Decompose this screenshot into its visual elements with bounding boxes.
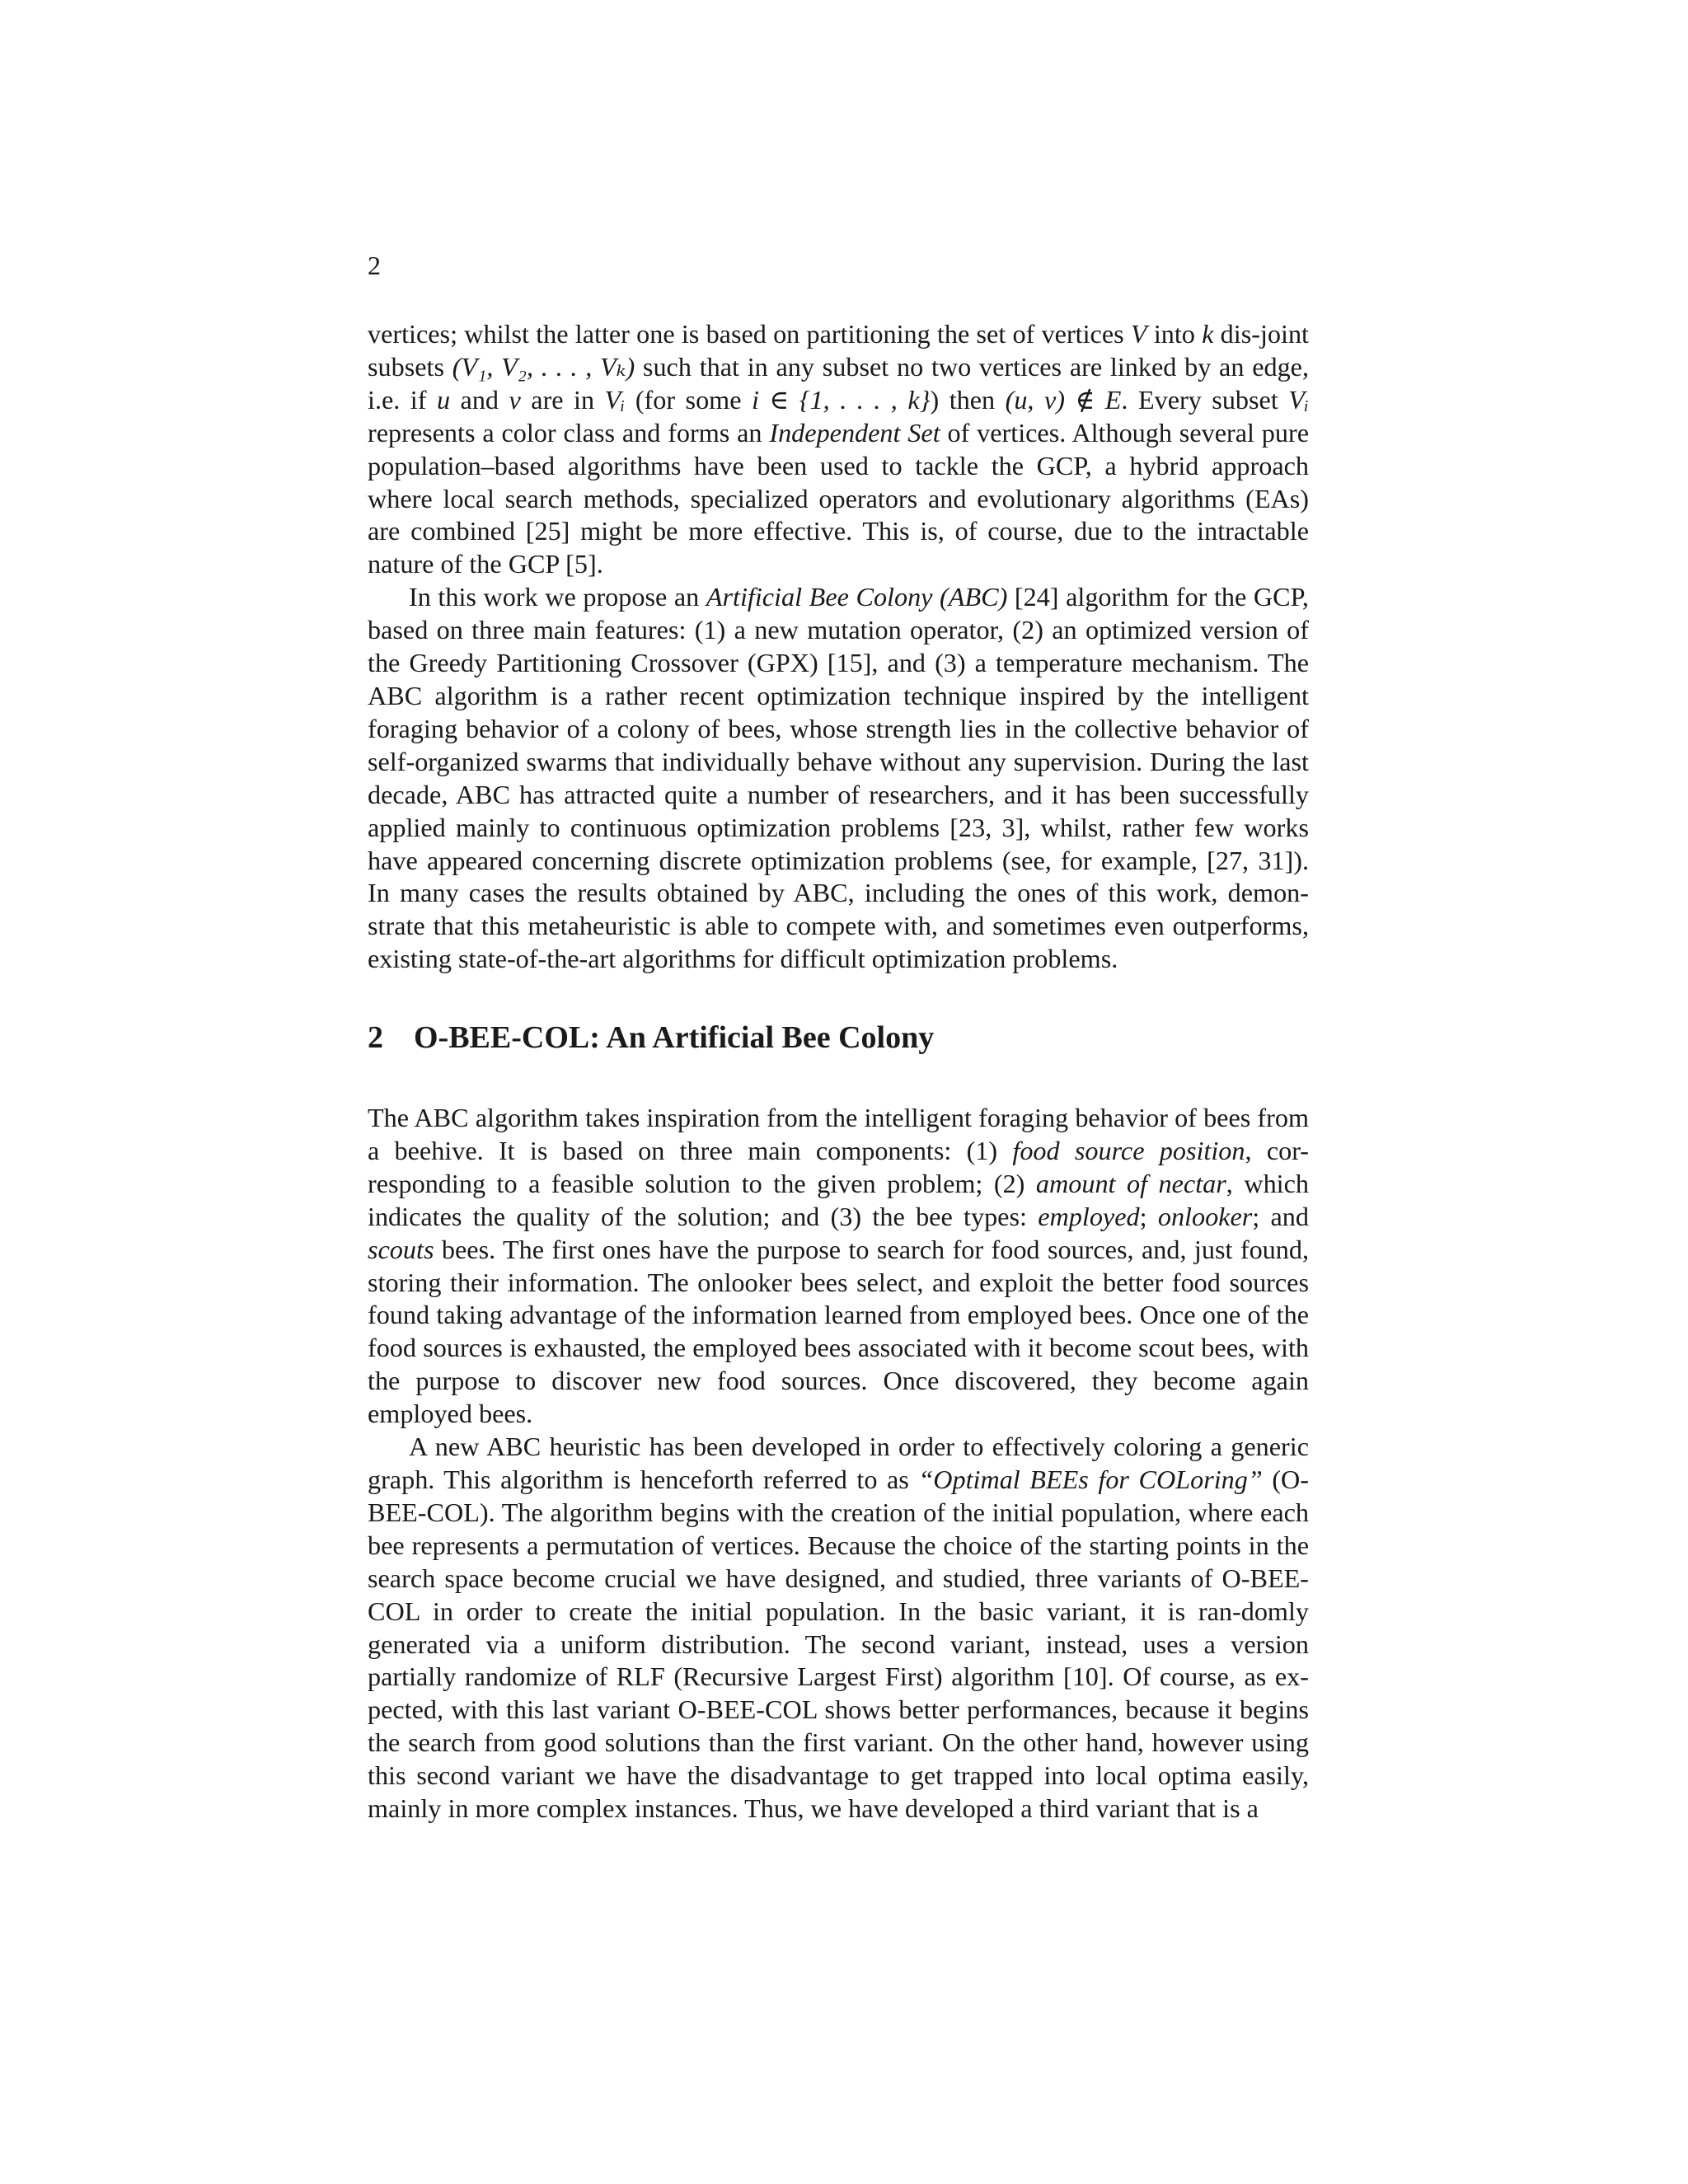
intro-text-block [368,318,1309,976]
math-symbol: Vᵢ [1288,384,1310,415]
paragraph [368,318,1309,581]
text-run: [24] algorithm for the GCP, based on three main features: (1) a new mutation operator, (2) an optimized version of the Greedy Partitioning Crossover (GPX) [15], and (3) a temperature mechanism. The ABC algorithm is a rather recent optimization technique inspired by the intelligent foraging behavior of a colony of bees, whose strength lies in the collective behavior of self-organized swarms that individually behave without any supervision. During the last decade, ABC has attracted quite a number of researchers, and it has been successfully applied mainly to continuous optimization problems [23, 3], whilst, rather few works have appeared concerning discrete optimization problems (see, for example, [27, 31]). In many cases the results obtained by ABC, including the ones of this work, demon-strate that this metaheuristic is able to compete with, and sometimes even outperforms, existing state-of-the-art algorithms for difficult optimization problems. [368,582,1309,974]
emphasis: food source position [1012,1135,1245,1165]
math-symbol: u [436,384,451,415]
text-run: ; and [1252,1201,1309,1231]
paragraph [368,1431,1309,1825]
text-run: bees. The first ones have the purpose to search for food sources, and, just found, storing their information. The onlooker bees select, and exploit the better food sources found taking advantage of the information learned from employed bees. Once one of the food sources is exhausted, the employed bees associated with it become scout bees, with the purpose to discover new food sources. Once discovered, they become again employed bees. [368,1234,1309,1429]
page-number: 2 [368,251,381,280]
text-run: vertices; whilst the latter one is based on partitioning the set of vertices [368,319,1131,349]
text-run: are in [520,384,605,415]
paragraph [368,581,1309,976]
text-run: (for some [625,384,752,415]
text-run: ; [1139,1201,1158,1231]
section-title: O-BEE-COL: An Artificial Bee Colony [414,1020,935,1055]
text-run: , cor-responding to a feasible solution to the given problem; (2) [368,1135,1309,1198]
paragraph [368,1102,1309,1431]
math-symbol: k [1202,319,1214,349]
text-run: , which indicates the quality of the solution; and (3) the bee types: [368,1168,1310,1231]
math-symbol: Vᵢ [604,384,626,415]
text-run: dis-joint subsets [368,319,1309,382]
text-run: In this work we propose an [409,582,706,612]
emphasis: scouts [368,1234,434,1264]
math-expression: i ∈ {1, . . . , k} [751,384,931,415]
emphasis: amount of nectar [1035,1168,1226,1198]
text-run: into [1146,319,1203,349]
text-run: A new ABC heuristic has been developed in order to effectively coloring a generic graph. This algorithm is henceforth referred to as [368,1432,1309,1494]
emphasis: employed [1038,1201,1140,1231]
emphasis: Artificial Bee Colony (ABC) [706,582,1008,612]
text-run: ) then [930,384,1006,415]
text-run: The ABC algorithm takes inspiration from the intelligent foraging behavior of bees from a beehive. It is based on three main components: (1) [368,1103,1309,1165]
section-heading [368,1019,934,1057]
emphasis: Independent Set [769,417,940,448]
text-run: represents a color class and forms an [368,417,770,448]
text-run: (O-BEE-COL). The algorithm begins with the creation of the initial population, where each bee represents a permutation of vertices. Because the choice of the starting points in the search space become crucial we have designed, and studied, three variants of O-BEE-COL in order to create the initial population. In the basic variant, it is ran-domly generated via a uniform distribution. The second variant, instead, uses a version partially randomize of RLF (Recursive Largest First) algorithm [10]. Of course, as ex-pected, with this last variant O-BEE-COL shows better performances, because it begins the search from good solutions than the first variant. On the other hand, however using this second variant we have the disadvantage to get trapped into local optima easily, mainly in more complex instances. Thus, we have developed a third variant that is a [368,1464,1310,1824]
math-symbol: v [509,384,521,415]
math-symbol: V [1130,319,1147,349]
text-run: such that in any subset no two vertices are linked by an edge, i.e. if [368,351,1309,415]
emphasis: “Optimal BEEs for COLoring” [918,1464,1263,1494]
text-run: and [450,384,509,415]
section-number: 2 [368,1020,383,1055]
section-body-text-block [368,1102,1309,1825]
text-run: of vertices. Although several pure population–based algorithms have been used to tackle the GCP, a hybrid approach where local search methods, specialized operators and evolutionary algorithms (EAs) are combined [25] might be more effective. This is, of course, due to the intractable nature of the GCP [5]. [368,417,1309,579]
math-expression: (V₁, V₂, . . . , Vₖ) [452,351,635,382]
math-expression: (u, v) ∉ E [1005,384,1122,415]
emphasis: onlooker [1157,1201,1253,1231]
text-run: . Every subset [1121,384,1289,415]
